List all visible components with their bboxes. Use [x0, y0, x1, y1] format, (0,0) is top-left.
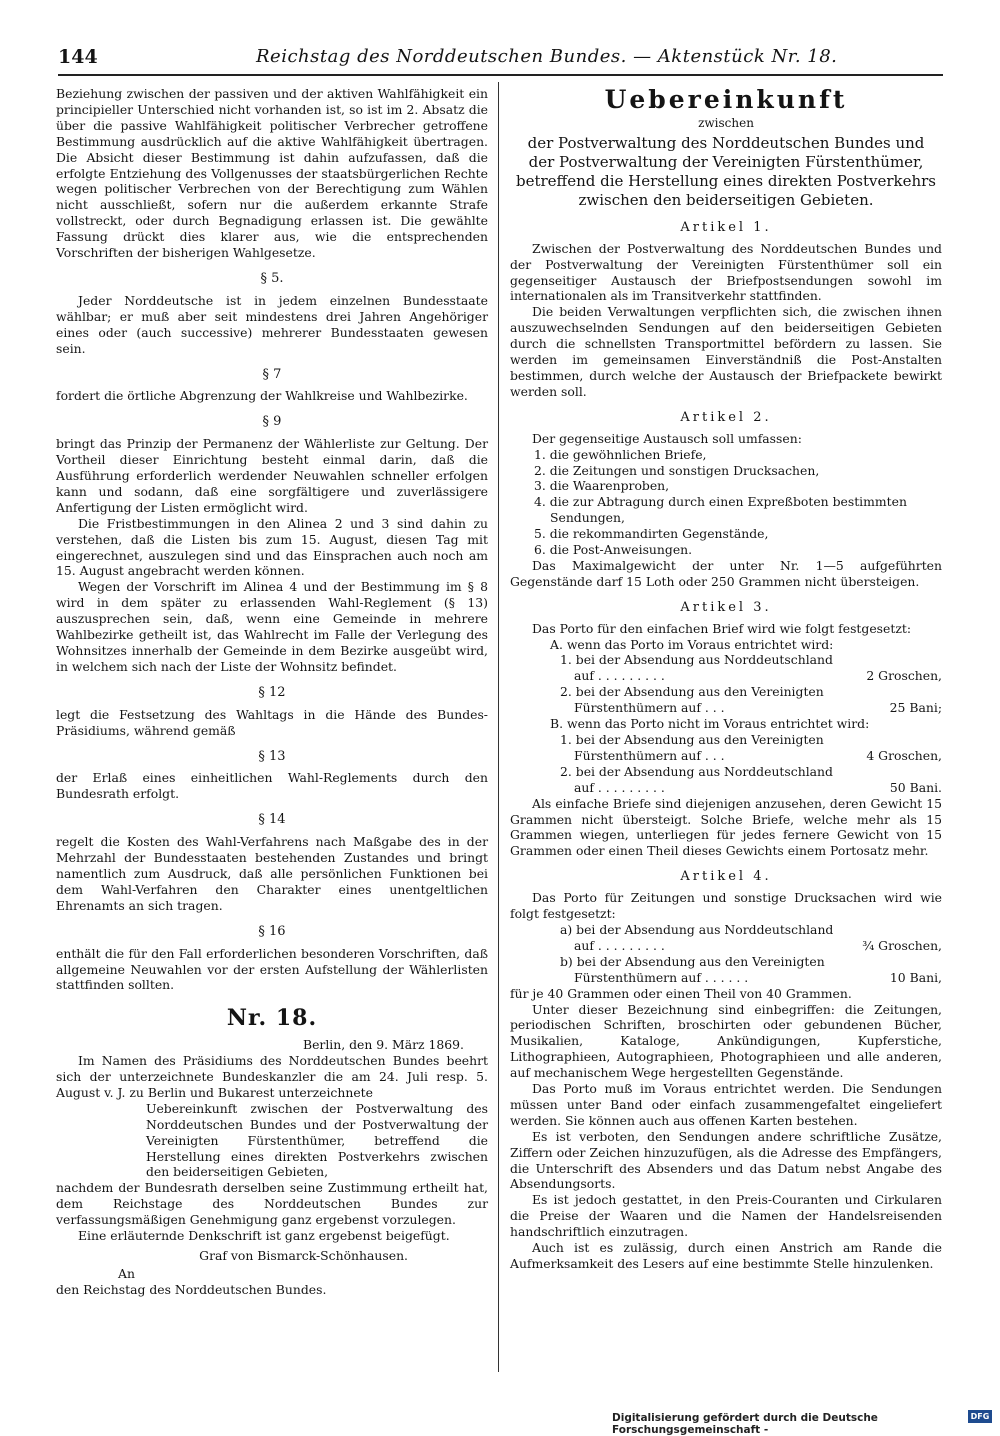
agreement-parties	[510, 134, 942, 210]
rate-row	[510, 652, 942, 684]
paragraph: Beziehung zwischen der passiven und der aktiven Wahlfähigkeit ein principieller Unterschied nicht vorhanden ist, so ist im 2. Absatz die über die passive Wahlfähigkeit politischer Verbrecher getroffene Bestimmung ausdrücklich auf die aktive Wahlfähigkeit übertragen. Die Absicht dieser Bestimmung ist dahin aufzufassen, daß die erfolgte Entziehung des Vollgenusses der staatsbürgerlichen Rechte wegen politischer Verbrechen von der Berechtigung zum Wählen nicht ausschließt, sofern nur die außerdem erkannte Strafe vollstreckt, oder durch Begnadigung erlassen ist. Die gewählte Fassung drückt dies klarer aus, wie die entsprechenden Vorschriften der bisherigen Wahlgesetze.	[56, 86, 488, 261]
rate-text: b) bei der Absendung aus den Vereinigten Fürstenthümern auf . . . . . .	[560, 953, 825, 985]
paragraph: Auch ist es zulässig, durch einen Anstrich am Rande die Aufmerksamkeit des Lesers auf eine bestimmte Stelle hinzulenken.	[510, 1240, 942, 1271]
addressee: den Reichstag des Norddeutschen Bundes.	[56, 1281, 327, 1297]
paragraph: der Erlaß eines einheitlichen Wahl-Reglements durch den Bundesrath erfolgt.	[56, 770, 488, 802]
paragraph: Zwischen der Postverwaltung des Norddeutschen Bundes und der Postverwaltung der Vereinigten Fürstenthümer soll ein gegenseitiger Austausch der Briefpostsendungen sowohl im internationalen als im Transitverkehr stattfinden.	[510, 240, 942, 304]
right-column	[510, 86, 942, 1272]
paragraph: Der gegenseitige Austausch soll umfassen:	[532, 430, 802, 446]
letter-date: Berlin, den 9. März 1869.	[302, 1037, 464, 1053]
list-item: 4. die zur Abtragung durch einen Expreßboten bestimmten Sendungen,	[534, 494, 907, 526]
paragraph: Jeder Norddeutsche ist in jedem einzelnen Bundesstaate wählbar; er muß aber seit mindestens drei Jahren Angehöriger eines oder (auch successive) mehrerer Bundesstaaten gewesen sein.	[56, 292, 488, 356]
rate-row	[510, 954, 942, 986]
article-heading: Artikel 1.	[680, 219, 772, 235]
list-item: 5. die rekommandirten Gegenstände,	[534, 526, 769, 542]
letter-paragraph: nachdem der Bundesrath derselben seine Zustimmung ertheilt hat, dem Reichstage des Norddeutschen Bundes zur verfassungsmäßigen Genehmigung ganz ergebenst vorzulegen.	[56, 1180, 488, 1228]
digitization-credit: Digitalisierung gefördert durch die Deutsche Forschungsgemeinschaft -	[612, 1412, 878, 1436]
section-heading: § 7	[262, 366, 282, 382]
rate-text: a) bei der Absendung aus Norddeutschland auf . . . . . . . . .	[560, 921, 834, 953]
paragraph: Die beiden Verwaltungen verpflichten sich, die zwischen ihnen auszuwechselnden Sendungen auf den beiderseitigen Gebieten durch die schnellsten Transportmittel befördern zu lassen. Sie werden im gemeinsamen Einverständniß die Post-Anstalten bestimmen, durch welche der Austausch der Briefpackete bewirkt werden soll.	[510, 304, 942, 399]
rate-row	[510, 764, 942, 796]
paragraph: Das Maximalgewicht der unter Nr. 1—5 aufgeführten Gegenstände darf 15 Loth oder 250 Grammen nicht übersteigen.	[510, 557, 942, 589]
header-rule	[58, 74, 943, 76]
signature: Graf von Bismarck-Schönhausen.	[199, 1248, 408, 1263]
section-heading: § 12	[258, 684, 286, 700]
rate-text: 1. bei der Absendung aus den Vereinigten Fürstenthümern auf . . .	[560, 732, 824, 763]
paragraph: Das Porto muß im Voraus entrichtet werden. Die Sendungen müssen unter Band oder einfach zusammengefaltet eingeliefert werden. Sie können auch aus offenen Karten bestehen.	[510, 1081, 942, 1128]
left-column	[56, 86, 488, 1298]
list-item: 3. die Waarenproben,	[534, 478, 670, 494]
rate-amount: 50 Bani.	[889, 779, 942, 795]
agreement-title: Uebereinkunft	[604, 85, 848, 114]
column-divider	[498, 82, 499, 1372]
article-heading: Artikel 4.	[680, 869, 772, 885]
letter-paragraph: Eine erläuternde Denkschrift ist ganz ergebenst beigefügt.	[78, 1228, 450, 1244]
page-number: 144	[58, 46, 98, 68]
rate-group: B. wenn das Porto nicht im Voraus entrichtet wird:	[550, 716, 870, 732]
section-heading: § 5.	[260, 270, 284, 286]
list-item: 6. die Post-Anweisungen.	[534, 542, 693, 558]
running-title: Reichstag des Norddeutschen Bundes. — Aktenstück Nr. 18.	[256, 46, 838, 67]
letter-quoted-title: Uebereinkunft zwischen der Postverwaltung des Norddeutschen Bundes und der Postverwaltung der Vereinigten Fürstenthümer, betreffend die Herstellung eines direkten Postverkehrs zwischen den beiderseitigen Gebieten,	[146, 1100, 488, 1180]
rate-row	[510, 922, 942, 954]
paragraph: Wegen der Vorschrift im Alinea 4 und der Bestimmung im § 8 wird in dem später zu erlassenden Wahl-Reglement (§ 13) auszusprechen sein, daß, wenn eine Gemeinde in mehrere Wahlbezirke getheilt ist, das Wahlrecht im Falle der Verlegung des Wohnsitzes innerhalb der Gemeinde in dem Bezirke ausgeübt wird, in welchem sich nach der Liste der Wohnsitz befindet.	[56, 579, 488, 674]
title-line: der Postverwaltung des Norddeutschen Bundes und	[527, 133, 925, 152]
addressee-prefix: An	[118, 1265, 135, 1281]
rate-amount: 10 Bani,	[889, 969, 942, 985]
paragraph: Unter dieser Bezeichnung sind einbegriffen: die Zeitungen, periodischen Schriften, broschirten oder gebundenen Bücher, Musikalien, Kataloge, Ankündigungen, Kupferstiche, Lithographieen, Autographieen, Photographieen und alle anderen, auf mechanischem Wege hergestellten Gegenstände.	[510, 1001, 942, 1081]
letter-paragraph: Im Namen des Präsidiums des Norddeutschen Bundes beehrt sich der unterzeichnete Bundeskanzler die am 24. Juli resp. 5. August v. J. zu Berlin und Bukarest unterzeichnete	[56, 1053, 488, 1100]
paragraph: Die Fristbestimmungen in den Alinea 2 und 3 sind dahin zu verstehen, daß die Listen bis zum 15. August, diesen Tag mit eingerechnet, auszulegen sind und das Einsprachen auch noch am 15. August angebracht werden können.	[56, 515, 488, 579]
list-item: 2. die Zeitungen und sonstigen Drucksachen,	[534, 462, 820, 478]
paragraph: bringt das Prinzip der Permanenz der Wählerliste zur Geltung. Der Vortheil dieser Einrichtung besteht einmal darin, daß die Ausführung erforderlich werdender Neuwahlen schneller erfolgen kann und sodann, daß eine sorgfältigere und zuverlässigere Anfertigung der Listen ermöglicht wird.	[56, 436, 488, 515]
rate-group: A. wenn das Porto im Voraus entrichtet wird:	[550, 636, 834, 652]
paragraph: Das Porto für den einfachen Brief wird wie folgt festgesetzt:	[532, 620, 912, 636]
rate-amount: 2 Groschen,	[866, 668, 942, 684]
paragraph: regelt die Kosten des Wahl-Verfahrens nach Maßgabe des in der Mehrzahl der Bundesstaaten bestehenden Zustandes und bringt namentlich zum Ausdruck, daß alle persönlichen Funktionen bei dem Wahl-Verfahren den Charakter eines unentgeltlichen Ehrenamts an sich tragen.	[56, 834, 488, 913]
rate-text: 2. bei der Absendung aus Norddeutschland auf . . . . . . . . .	[560, 763, 833, 795]
list-item: 1. die gewöhnlichen Briefe,	[534, 446, 707, 462]
document-number-heading: Nr. 18.	[226, 1005, 318, 1032]
paragraph: Als einfache Briefe sind diejenigen anzusehen, deren Gewicht 15 Grammen nicht übersteigt. Solche Briefe, welche mehr als 15 Grammen wiegen, unterliegen für jedes fernere Gewicht von 15 Grammen oder einen Theil dieses Gewichts einem Portosatz mehr.	[510, 795, 942, 859]
title-line: betreffend die Herstellung eines direkten Postverkehrs	[516, 171, 936, 190]
paragraph: für je 40 Grammen oder einen Theil von 40 Grammen.	[510, 985, 852, 1001]
title-line: zwischen den beiderseitigen Gebieten.	[578, 190, 874, 209]
rate-row	[510, 732, 942, 764]
agreement-subtitle: zwischen	[698, 115, 754, 130]
rate-amount: ¾ Groschen,	[862, 937, 942, 953]
section-heading: § 16	[258, 923, 286, 939]
paragraph: Das Porto für Zeitungen und sonstige Drucksachen wird wie folgt festgesetzt:	[510, 890, 942, 922]
article-heading: Artikel 3.	[680, 599, 772, 615]
paragraph: Es ist verboten, den Sendungen andere schriftliche Zusätze, Ziffern oder Zeichen hinzuzufügen, als die Adresse des Empfängers, die Unterschrift des Absenders und das Datum nebst Angabe des Absendungsorts.	[510, 1128, 942, 1192]
paragraph: fordert die örtliche Abgrenzung der Wahlkreise und Wahlbezirke.	[56, 388, 468, 404]
rate-amount: 4 Groschen,	[866, 747, 942, 763]
paragraph: Es ist jedoch gestattet, in den Preis-Couranten und Cirkularen die Preise der Waaren und die Namen der Handelsreisenden handschriftlich einzutragen.	[510, 1192, 942, 1240]
dfg-logo: DFG	[968, 1410, 992, 1423]
paragraph: enthält die für den Fall erforderlichen besonderen Vorschriften, daß allgemeine Neuwahlen vor der ersten Aufstellung der Wählerlisten stattfinden sollten.	[56, 945, 488, 993]
rate-text: 1. bei der Absendung aus Norddeutschland auf . . . . . . . . .	[560, 652, 833, 684]
rate-amount: 25 Bani;	[889, 700, 942, 716]
rate-text: 2. bei der Absendung aus den Vereinigten Fürstenthümern auf . . .	[560, 684, 824, 716]
section-heading: § 13	[258, 748, 286, 764]
running-head	[58, 46, 943, 76]
section-heading: § 9	[262, 414, 282, 430]
paragraph: legt die Festsetzung des Wahltags in die Hände des Bundes-Präsidiums, während gemäß	[56, 706, 488, 738]
rate-row	[510, 684, 942, 716]
article-heading: Artikel 2.	[680, 409, 772, 425]
title-line: der Postverwaltung der Vereinigten Fürstenthümer,	[528, 152, 924, 171]
section-heading: § 14	[258, 812, 286, 828]
